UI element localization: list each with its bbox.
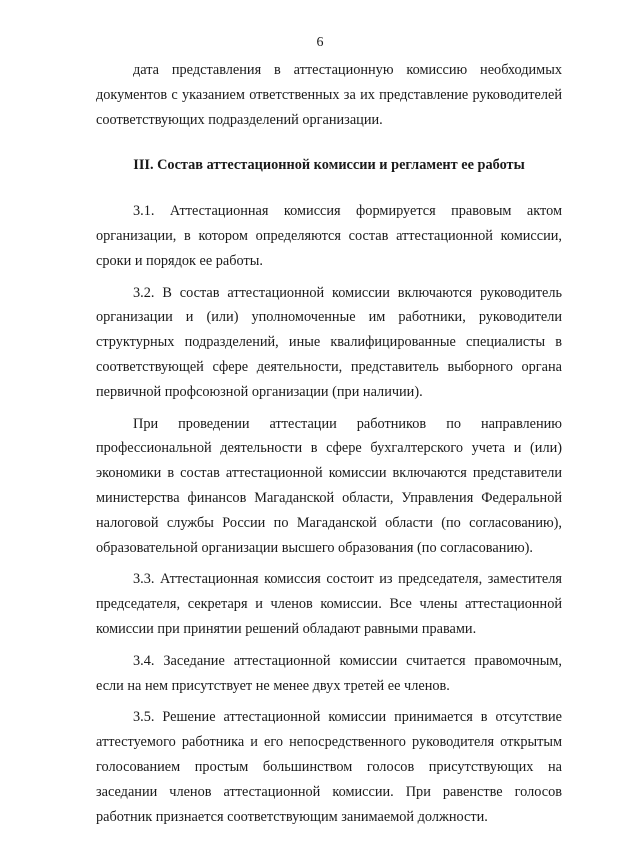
paragraph-3-2-continuation: При проведении аттестации работников по направлению профессиональной деятельности в сфере бухгалтерского учета и (или) экономики в состав аттестационной комиссии включаются представители министерства финансов Магаданской области, Управления Федеральной налоговой службы России по Магаданской области (по согласованию), образовательной организации высшего образования (по согласованию). (96, 415, 562, 556)
paragraph-3-4: 3.4. Заседание аттестационной комиссии считается правомочным, если на нем присутствует не менее двух третей ее членов. (96, 652, 562, 694)
paragraph-3-3: 3.3. Аттестационная комиссия состоит из председателя, заместителя председателя, секретаря и членов комиссии. Все члены аттестационной комиссии при принятии решений обладают равными правами. (96, 571, 562, 637)
section-heading: III. Состав аттестационной комиссии и регламент ее работы (133, 157, 525, 174)
intro-continuation-paragraph: дата представления в аттестационную комиссию необходимых документов с указанием ответственных за их представление руководителей соответствующих подразделений организации. (96, 62, 562, 128)
paragraph-3-1: 3.1. Аттестационная комиссия формируется правовым актом организации, в котором определяются состав аттестационной комиссии, сроки и порядок ее работы. (96, 203, 562, 269)
paragraph-3-5: 3.5. Решение аттестационной комиссии принимается в отсутствие аттестуемого работника и его непосредственного руководителя открытым голосованием простым большинством голосов присутствующих на заседании членов аттестационной комиссии. При равенстве голосов работник признается соответствующим занимаемой должности. (96, 709, 562, 825)
page-number: 6 (316, 35, 324, 50)
document-body (96, 58, 562, 829)
paragraph-3-2: 3.2. В состав аттестационной комиссии включаются руководитель организации и (или) уполномоченные им работники, руководители структурных подразделений, иные квалифицированные специалисты в соответствующей сфере деятельности, представитель выборного органа первичной профсоюзной организации (при наличии). (96, 284, 562, 400)
